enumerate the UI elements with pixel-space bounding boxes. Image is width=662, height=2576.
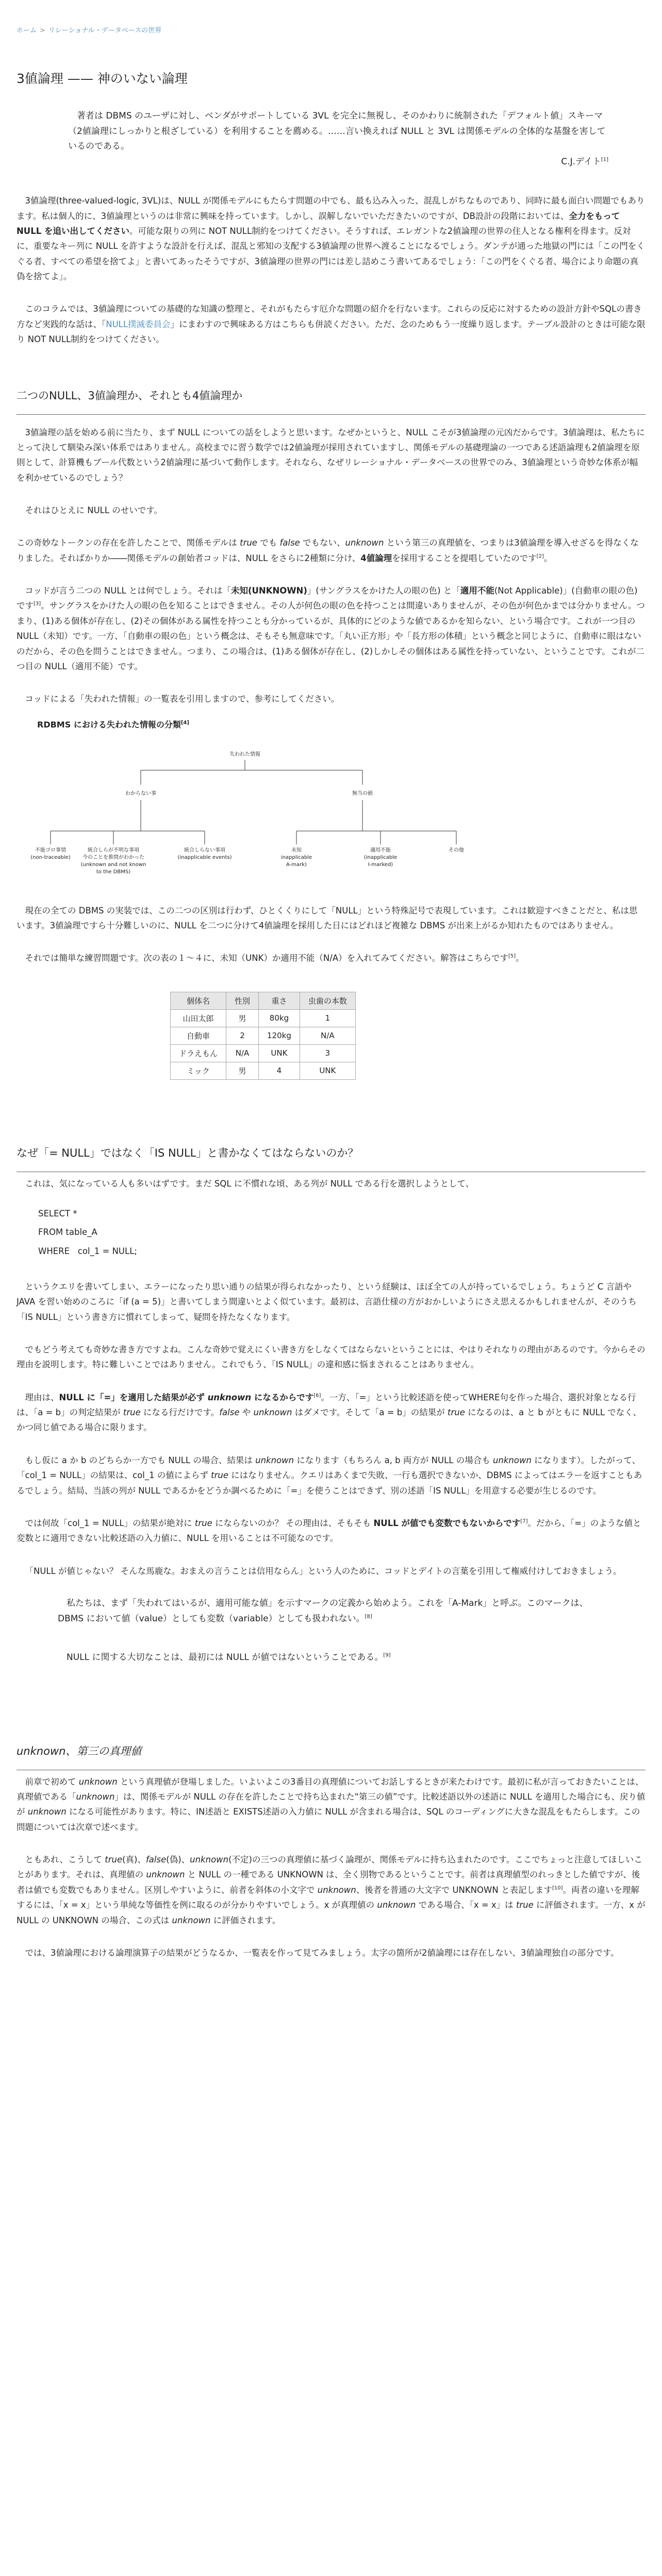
s3-paragraph-3: では、3値論理における論理演算子の結果がどうなるか、一覧表を作って見てみましょう。太字の箇所が2値論理には存在しない、3値論理独自の部分です。 xyxy=(25,1947,619,1958)
table-cell: 男 xyxy=(226,1009,259,1027)
epigraph xyxy=(68,109,608,170)
breadcrumb-section-link[interactable]: リレーショナル・データベースの世界 xyxy=(48,27,162,35)
page-title: 3値論理 —— 神のいない論理 xyxy=(16,71,188,86)
footnote-ref[interactable]: [3] xyxy=(34,601,41,607)
tree-leaf-label: inapplicable xyxy=(280,854,312,860)
tree-leaf-label: (inapplicable xyxy=(363,854,398,860)
s3-paragraph-2: ともあれ、こうして true(真)、false(偽)、unknown(不定)の三つの真理値に基づく論理が、関係モデルに持ち込まれたのです。ここでちょっと注意してほしいことがあります。それは、真理値の unknown と NULL の一種である UNKNOWN は、全く別物であるということです。前者は真理値型のれっきとした値ですが、後者は値でも変数でもありません。区別しやすいように、前者を斜体の小文字で unknown、後者を普通の大文字で UNKNOWN と表記します[10]。両者の違いを理解するには、「x = x」という単純な等価性を例に取るのが分かりやすいでしょう。x が真理値の unknown である場合、「x = x」は true に評価されます。一方、x が NULL の UNKNOWN の場合、この式は unknown に評価されます。 xyxy=(16,1855,646,1925)
table-cell: UNK xyxy=(259,1044,300,1062)
s1-paragraph-2: それはひとえに NULL のせいです。 xyxy=(25,505,162,515)
table-row xyxy=(171,1027,356,1044)
section-3-heading: unknown、第三の真理値 xyxy=(16,1744,142,1757)
s1-paragraph-7: それでは簡単な練習問題です。次の表の１〜４に、未知（UNK）か適用不能（N/A）を入れてみてください。解答はこちらです[5]。 xyxy=(25,953,524,963)
epigraph-text: 著者は DBMS のユーザに対し、ベンダがサポートしている 3VL を完全に無視し、そのかわりに統制された「デフォルト値」スキーマ（2値論理にしっかりと根ざしている）を利用することを薦める。……言い換えれば NULL と 3VL は関係モデルの全体的な基盤を害しているのである。 xyxy=(68,111,606,152)
exercise-table xyxy=(170,992,356,1080)
table-cell: 2 xyxy=(226,1027,259,1044)
tree-leaf-label: to the DBMS) xyxy=(96,869,131,875)
tree-leaf-label: 不能ゴロ事情 xyxy=(35,847,66,853)
footnote-ref[interactable]: [5] xyxy=(508,953,516,959)
s1-paragraph-5: コッドによる「失われた情報」の一覧表を引用しますので、参考にしてください。 xyxy=(25,694,340,704)
breadcrumb-home-link[interactable]: ホーム xyxy=(16,27,37,35)
section-2-heading: なぜ「= NULL」ではなく「IS NULL」と書かなくてはならないのか？ xyxy=(16,1146,359,1159)
table-cell: N/A xyxy=(226,1044,259,1062)
table-cell: 4 xyxy=(259,1062,300,1079)
tree-leaf-label: 未知 xyxy=(291,847,302,853)
code-line: WHERE col_1 = NULL; xyxy=(38,1246,137,1256)
sql-code-block xyxy=(38,1205,646,1261)
table-cell: 120kg xyxy=(259,1027,300,1044)
table-row xyxy=(171,1044,356,1062)
section-1-heading: 二つのNULL、3値論理か、それとも4値論理か xyxy=(16,389,243,402)
s1-paragraph-3: この奇妙なトークンの存在を許したことで、関係モデルは true でも false でもない、unknown という第三の真理値を、つまりは3値論理を導入せざるを得なくなりました。そればかりか――関係モデルの創始者コッドは、NULL をさらに2種類に分け、4値論理を採用することを提唱していたのです[2]。 xyxy=(16,538,639,563)
s2-paragraph-1: これは、気になっている人も多いはずです。まだ SQL に不慣れな頃、ある列が NULL である行を選択しようとして、 xyxy=(25,1178,474,1189)
missing-info-tree-diagram xyxy=(21,743,485,883)
bold-emphasis: NULL に「=」を適用した結果が必ず unknown になるからです xyxy=(59,1392,314,1402)
intro-emphasis: 全力をもって NULL を追い出してください xyxy=(16,211,620,236)
table-cell: 1 xyxy=(300,1009,355,1027)
tree-leaf-label: 統合しらが不明な事項 xyxy=(88,847,139,853)
s1-paragraph-4: コッドが言う二つの NULL とは何でしょう。それは「未知(UNKNOWN)」(サングラスをかけた人の眼の色) と「適用不能(Not Applicable)」(自動車の眼の色) です[3]。サングラスをかけた人の眼の色を知ることはできません。その人が何色の眼の色を持つことは間違いありませんが、その色が何色かまでは分かりません。つまり、(1)ある個体が存在し、(2)その個体がある属性を持つことも分かっているが、具体的にどのような値であるかを知らない、という場合です。これが一つ目の NULL（未知）です。一方、「自動車の眼の色」という概念は、そもそも無意味です。「丸い正方形」や「長方形の体積」という概念と同じように、自動車に眼はないのだから、その色を問うことはできません。つまり、この場合は、(1)ある個体が存在し、(2)しかしその個体はある属性を持っていない、ということです。これが二つ目の NULL（適用不能）です。 xyxy=(16,586,646,671)
table-cell: 自動車 xyxy=(171,1027,226,1044)
tree-leaf-label: 統合しらない事項 xyxy=(184,847,225,853)
footnote-ref[interactable]: [10] xyxy=(552,1885,563,1891)
table-header: 虫歯の本数 xyxy=(300,992,355,1009)
table-cell: 男 xyxy=(226,1062,259,1079)
tree-root-label: 失われた情報 xyxy=(229,751,260,757)
s1-paragraph-1: 3値論理の話を始める前に当たり、まず NULL についての話をしようと思います。なぜかというと、NULL こそが3値論理の元凶だからです。3値論理は、私たちにとって決して馴染み深い体系ではありません。高校までに習う数学では2値論理が採用されていますし、関係モデルの基礎理論の一つである述語論理も2値論理を原則として、計算機もブール代数という2値論理に基づいて動作します。それなら、なぜリレーショナル・データベースの世界でのみ、3値論理という奇妙な体系が幅を利かせているのでしょう？ xyxy=(16,427,645,483)
footnote-ref[interactable]: [7] xyxy=(520,1518,528,1524)
tree-leaf-label: (unknown and not known xyxy=(80,861,146,868)
s2-paragraph-7: 「NULL が値じゃない？ そんな馬鹿な。おまえの言うことは信用ならん」という人のために、コッドとデイトの言葉を引用して権威付けしておきましょう。 xyxy=(25,1566,622,1576)
table-cell: ドラえもん xyxy=(171,1044,226,1062)
tree-right-branch-label: 無当の値 xyxy=(352,790,373,796)
table-cell: UNK xyxy=(300,1062,355,1079)
table-cell: ミック xyxy=(171,1062,226,1079)
footnote-ref[interactable]: [2] xyxy=(536,553,544,560)
codd-quote: 私たちは、まず「失われてはいるが、適用可能な値」を示すマークの定義から始めよう。これを「A-Mark」と呼ぶ。このマークは、DBMS において値（value）としても変数（variable）としても扱われない。[8] xyxy=(58,1598,588,1624)
footnote-ref[interactable]: [6] xyxy=(313,1393,321,1399)
footnote-ref[interactable]: [4] xyxy=(180,720,189,726)
table-header: 重さ xyxy=(259,992,300,1009)
table-cell: 山田太郎 xyxy=(171,1009,226,1027)
tree-leaf-label: その他 xyxy=(449,847,464,853)
code-line: SELECT * xyxy=(38,1209,77,1219)
s3-paragraph-1: 前章で初めて unknown という真理値が登場しました。いよいよこの3番目の真理値についてお話しするときが来たわけです。最初に私が言っておきたいことは、真理値である「unknown」は、関係モデルが NULL の存在を許したことで持ち込まれた“第三の値”です。比較述語以外の述語に NULL を適用した場合にも、戻り値が unknown になる可能性があります。特に、IN述語と EXISTS述語の入力値に NULL が含まれる場合は、SQL のコーディングに大きな混乱をもたらします。この問題については次章で述べます。 xyxy=(16,1776,646,1832)
tree-leaf-label: I-marked) xyxy=(368,861,393,868)
intro-paragraph-2: このコラムでは、3値論理についての基礎的な知識の整理と、それがもたらす厄介な問題の紹介を行ないます。これらの反応に対するための設計方針やSQLの書き方など実践的な話は、「NULL撲滅委員会」にまわすので興味ある方はこちらも併読ください。ただ、念のためもう一度繰り返します。テーブル設計のときは可能な限り NOT NULL制約をつけてください。 xyxy=(16,304,646,345)
s2-paragraph-3: でもどう考えても奇妙な書き方ですよね。こんな奇妙で覚えにくい書き方をしなくてはならないということには、やはりそれなりの理由があるのです。今からその理由を説明します。特に難しいことではありません。これでもう、「IS NULL」の違和感に悩まされることはありません。 xyxy=(16,1344,646,1370)
table-row xyxy=(171,1009,356,1027)
table-row xyxy=(171,1062,356,1079)
tree-leaf-label: (non-traceable) xyxy=(30,854,71,860)
classification-chart-title: RDBMS における失われた情報の分類[4] xyxy=(37,719,189,730)
breadcrumb xyxy=(16,25,646,35)
footnote-ref[interactable]: [1] xyxy=(601,157,608,163)
table-cell: 80kg xyxy=(259,1009,300,1027)
code-line: FROM table_A xyxy=(38,1227,97,1238)
section-rule xyxy=(16,414,646,415)
s2-paragraph-4: 理由は、NULL に「=」を適用した結果が必ず unknown になるからです[6]。一方、「=」という比較述語を使ってWHERE句を作った場合、選択対象となる行は、「a = b」の判定結果が true になる行だけです。false や unknown はダメです。そして「a = b」の結果が true になるのは、a と b がともに NULL でなく、かつ同じ値である場合に限ります。 xyxy=(16,1392,641,1433)
s1-paragraph-6: 現在の全ての DBMS の実装では、この二つの区別は行わず、ひとくくりにして「NULL」という特殊記号で表現しています。これは歓迎すべきことだと、私は思います。3値論理ですら十分難しいのに、NULL を二つに分けて4値論理を採用した日にはどれほど複雑な DBMS が出来上がるか知れたものではありません。 xyxy=(16,905,638,930)
table-cell: N/A xyxy=(300,1027,355,1044)
table-cell: 3 xyxy=(300,1044,355,1062)
epigraph-author: C.J.デイト[1] xyxy=(561,156,608,167)
tree-leaf-label: A-mark) xyxy=(286,861,307,868)
s2-paragraph-2: というクエリを書いてしまい、エラーになったり思い通りの結果が得られなかったり、という経験は、ほぼ全ての人が持っているでしょう。ちょうど C 言語や JAVA を習い始めのころに「if (a = 5)」と書いてしまう間違いとよく似ています。最初は、言語仕様の方がおかしいようにさえ思えるかもしれませんが、そのうち「IS NULL」という書き方に慣れてしまって、疑問を持たなくなります。 xyxy=(16,1281,637,1322)
footnote-ref[interactable]: [9] xyxy=(383,1652,391,1658)
tree-left-branch-label: わからない事 xyxy=(125,790,156,796)
table-header-row xyxy=(171,992,356,1009)
date-quote: NULL に関する大切なことは、最初には NULL が値ではないということである。[9] xyxy=(67,1652,391,1663)
s2-paragraph-5: もし仮に a か b のどちらか一方でも NULL の場合、結果は unknown になります（もちろん a, b 両方が NULL の場合も unknown になります）。したがって、「col_1 = NULL」の結果は、col_1 の値によらず true にはなりません。クエリはあくまで失敗、一行も選択できないか、DBMS によってはエラーを返すこともあるでしょう。結局、当該の列が NULL であるかをどうか調べるために「=」を使うことはできず、別の述語「IS NULL」を用意する必要が生じるのです。 xyxy=(16,1455,642,1496)
tree-leaf-label: 適用不能 xyxy=(370,847,391,853)
intro-paragraph-1: 3値論理(three-valued-logic, 3VL)は、NULL が関係モデルにもたらす問題の中でも、最も込み入った、混乱しがちなものであり、同時に最も面白い問題でもあります。私は個人的に、3値論理というのは非常に興味を持っています。しかし、誤解しないでいただきたいのですが、DB設計の段階においては、全力をもって NULL を追い出してください。可能な限りの列に NOT NULL制約をつけてください。そうすれば、エレガントな2値論理の世界の住人となる権利を得ます。反対に、重要なキー列に NULL を許すような設計を行えば、混乱と邪知の支配する3値論理の世界へ渡ることになるでしょう。ダンテが通った地獄の門には「この門をくぐる者、すべての希望を捨てよ」と書いてあったそうですが、3値論理の世界の門には差し詰めこう書いてあるでしょう：「この門をくぐる者、場合により命題の真偽を捨てよ」。 xyxy=(16,196,645,282)
s2-paragraph-6: では何故「col_1 = NULL」の結果が絶対に true にならないのか？ その理由は、そもそも NULL が値でも変数でもないからです[7]。だから、「=」のような値と変数とに適用できない比較述語の入力値に、NULL を用いることは不可能なのです。 xyxy=(16,1518,641,1544)
table-header: 個体名 xyxy=(171,992,226,1009)
null-committee-link[interactable]: NULL撲滅委員会 xyxy=(106,319,171,329)
breadcrumb-separator: > xyxy=(40,27,45,35)
tree-leaf-label: 今のことを推問がわかった xyxy=(82,854,144,860)
page xyxy=(16,0,646,1960)
table-header: 性別 xyxy=(226,992,259,1009)
footnote-ref[interactable]: [8] xyxy=(365,1613,372,1619)
tree-leaf-label: (inapplicable events) xyxy=(177,854,232,860)
